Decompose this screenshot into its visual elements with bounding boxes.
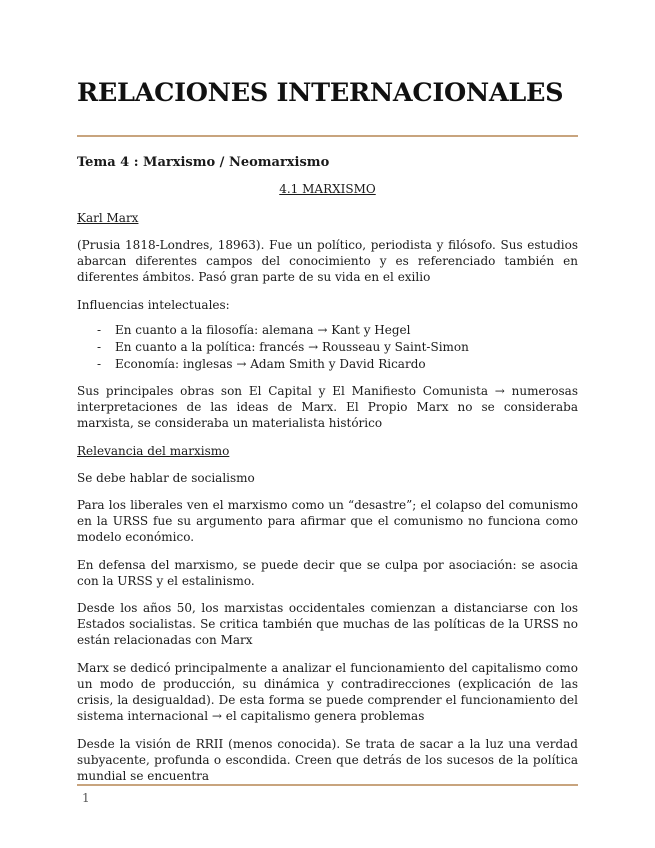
influences-list xyxy=(77,322,578,373)
title-divider xyxy=(77,135,578,137)
influences-label: Influencias intelectuales: xyxy=(77,298,230,312)
dash-bullet: - xyxy=(97,323,102,337)
subheading-karl-marx: Karl Marx xyxy=(77,211,139,225)
paragraph-rrii: Desde la visión de RRII (menos conocida). Se trata de sacar a la luz una verdad subyacente, profunda o escondida. Creen que detrás de los sucesos de la política mundial se encuentra xyxy=(77,737,578,783)
paragraph-defensa: En defensa del marxismo, se puede decir que se culpa por asociación: se asocia con la URSS y el estalinismo. xyxy=(77,558,578,588)
dash-bullet: - xyxy=(97,340,102,354)
list-item: - En cuanto a la política: francés → Rousseau y Saint-Simon xyxy=(97,340,469,354)
dash-bullet: - xyxy=(97,357,102,371)
paragraph-capitalismo: Marx se dedicó principalmente a analizar el funcionamiento del capitalismo como un modo de producción, su dinámica y contradirecciones (explicación de las crisis, la desigualdad). De esta forma se puede comprender el funcionamiento del sistema internacional → el capitalismo genera problemas xyxy=(77,661,578,723)
section-heading: 4.1 MARXISMO xyxy=(279,182,376,196)
paragraph-socialismo: Se debe hablar de socialismo xyxy=(77,471,255,485)
subheading-relevancia: Relevancia del marxismo xyxy=(77,444,230,458)
footer-divider xyxy=(77,784,578,786)
paragraph-liberales: Para los liberales ven el marxismo como un “desastre”; el colapso del comunismo en la URSS fue su argumento para afirmar que el comunismo no funciona como modelo económico. xyxy=(77,498,578,544)
paragraph-anos-50: Desde los años 50, los marxistas occidentales comienzan a distanciarse con los Estados socialistas. Se critica también que muchas de las políticas de la URSS no están relacionadas con Marx xyxy=(77,601,578,647)
topic-heading: Tema 4 : Marxismo / Neomarxismo xyxy=(77,155,330,170)
page-number: 1 xyxy=(82,791,90,805)
list-item: - En cuanto a la filosofía: alemana → Kant y Hegel xyxy=(97,323,411,337)
paragraph-works: Sus principales obras son El Capital y El Manifiesto Comunista → numerosas interpretaciones de las ideas de Marx. El Propio Marx no se consideraba marxista, se consideraba un materialista histórico xyxy=(77,384,578,430)
document-title: RELACIONES INTERNACIONALES xyxy=(77,78,564,108)
paragraph-bio: (Prusia 1818-Londres, 18963). Fue un político, periodista y filósofo. Sus estudios abarcan diferentes campos del conocimiento y es referenciado también en diferentes ámbitos. Pasó gran parte de su vida en el exilio xyxy=(77,238,578,284)
list-item: - Economía: inglesas → Adam Smith y David Ricardo xyxy=(97,357,426,371)
